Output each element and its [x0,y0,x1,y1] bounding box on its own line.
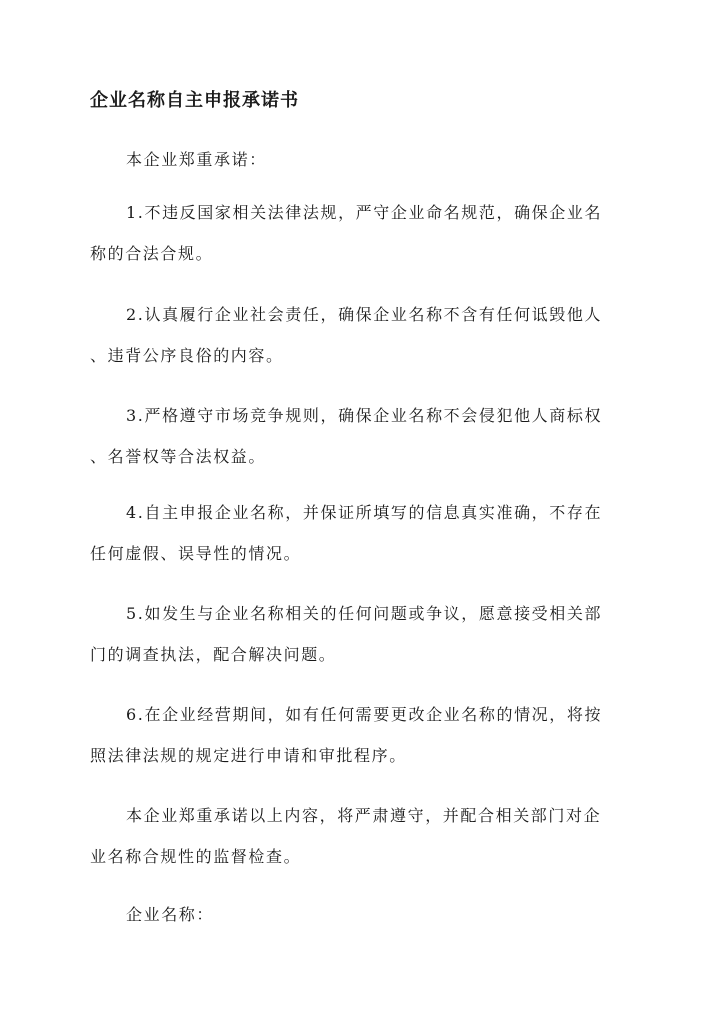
commitment-item-3-line-2: 、名誉权等合法权益。 [90,447,267,466]
commitment-item-5-line-1: 5.如发生与企业名称相关的任何问题或争议，愿意接受相关部 [126,604,603,623]
closing-paragraph [90,795,638,877]
intro-text: 本企业郑重承诺： [126,150,267,169]
commitment-item-3-line-1: 3.严格遵守市场竞争规则，确保企业名称不会侵犯他人商标权 [126,406,603,425]
closing-line-2: 业名称合规性的监督检查。 [90,847,302,866]
commitment-item-4-line-1: 4.自主申报企业名称，并保证所填写的信息真实准确，不存在 [126,503,603,522]
commitment-item-6 [90,694,638,776]
document-title: 企业名称自主申报承诺书 [90,90,299,111]
commitment-item-5-line-2: 门的调查执法，配合解决问题。 [90,645,337,664]
commitment-item-6-line-1: 6.在企业经营期间，如有任何需要更改企业名称的情况，将按 [126,705,603,724]
signature-block [90,894,638,935]
commitment-item-5 [90,593,638,675]
commitment-item-1 [90,192,638,274]
commitment-item-4 [90,492,638,574]
signature-label: 企业名称： [126,905,215,924]
commitment-item-4-line-2: 任何虚假、误导性的情况。 [90,544,302,563]
commitment-item-2-line-1: 2.认真履行企业社会责任，确保企业名称不含有任何诋毁他人 [126,305,603,324]
closing-line-1: 本企业郑重承诺以上内容，将严肃遵守，并配合相关部门对企 [126,806,602,825]
commitment-item-2-line-2: 、违背公序良俗的内容。 [90,346,284,365]
commitment-item-1-line-1: 1.不违反国家相关法律法规，严守企业命名规范，确保企业名 [126,203,603,222]
commitment-item-2 [90,294,638,376]
commitment-item-1-line-2: 称的合法合规。 [90,244,214,263]
commitment-item-3 [90,395,638,477]
intro-paragraph [90,139,638,180]
commitment-item-6-line-2: 照法律法规的规定进行申请和审批程序。 [90,746,407,765]
